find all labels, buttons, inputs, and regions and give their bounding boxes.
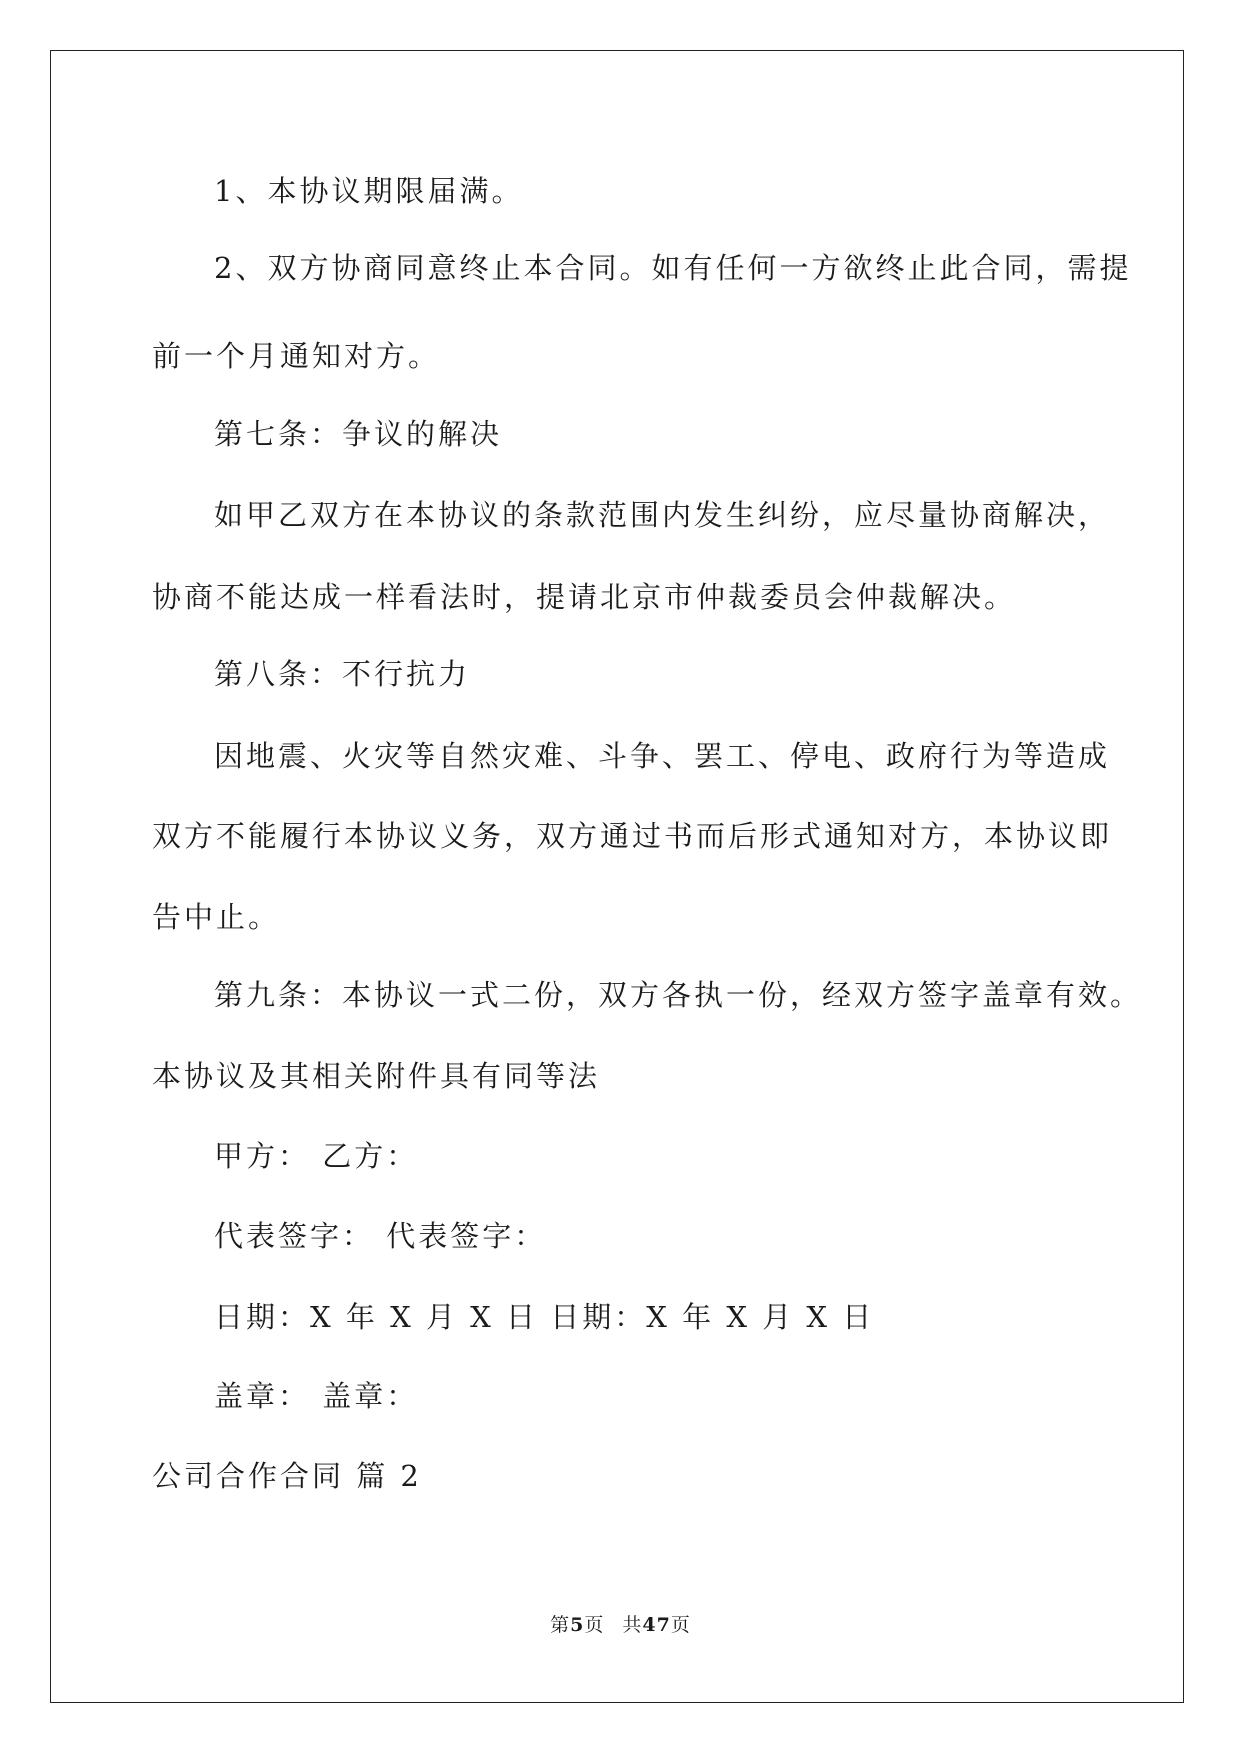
page-number: 5 [570, 1614, 585, 1636]
page-footer [0, 1613, 1241, 1637]
paragraph-line: 双方不能履行本协议义务，双方通过书而后形式通知对方，本协议即 [152, 819, 1113, 853]
section-heading: 第七条：争议的解决 [214, 417, 503, 451]
total-prefix: 共 [622, 1614, 643, 1636]
section-heading: 第八条：不行抗力 [214, 657, 471, 691]
total-suffix: 页 [670, 1614, 691, 1636]
total-pages: 47 [642, 1614, 671, 1636]
paragraph-line: 第九条：本协议一式二份，双方各执一份，经双方签字盖章有效。 [214, 978, 1143, 1012]
paragraph-line: 2、双方协商同意终止本合同。如有任何一方欲终止此合同，需提 [214, 251, 1132, 285]
signature-date-line: 日期：X 年 X 月 X 日 日期：X 年 X 月 X 日 [214, 1300, 875, 1334]
paragraph-line: 因地震、火灾等自然灾难、斗争、罢工、停电、政府行为等造成 [214, 739, 1111, 773]
page-prefix: 第 [550, 1614, 571, 1636]
section-title: 公司合作合同 篇 2 [152, 1459, 422, 1493]
paragraph-line: 告中止。 [152, 900, 281, 934]
signature-party-line: 甲方： 乙方： [214, 1139, 419, 1173]
paragraph-line: 1、本协议期限届满。 [214, 174, 524, 208]
page-border [50, 50, 1184, 1703]
page-suffix: 页 [584, 1614, 605, 1636]
paragraph-line: 如甲乙双方在本协议的条款范围内发生纠纷，应尽量协商解决， [214, 498, 1111, 532]
paragraph-line: 本协议及其相关附件具有同等法 [152, 1059, 601, 1093]
paragraph-line: 前一个月通知对方。 [152, 339, 441, 373]
paragraph-line: 协商不能达成一样看法时，提请北京市仲裁委员会仲裁解决。 [152, 580, 1017, 614]
signature-representative-line: 代表签字： 代表签字： [214, 1219, 547, 1253]
signature-seal-line: 盖章： 盖章： [214, 1379, 419, 1413]
